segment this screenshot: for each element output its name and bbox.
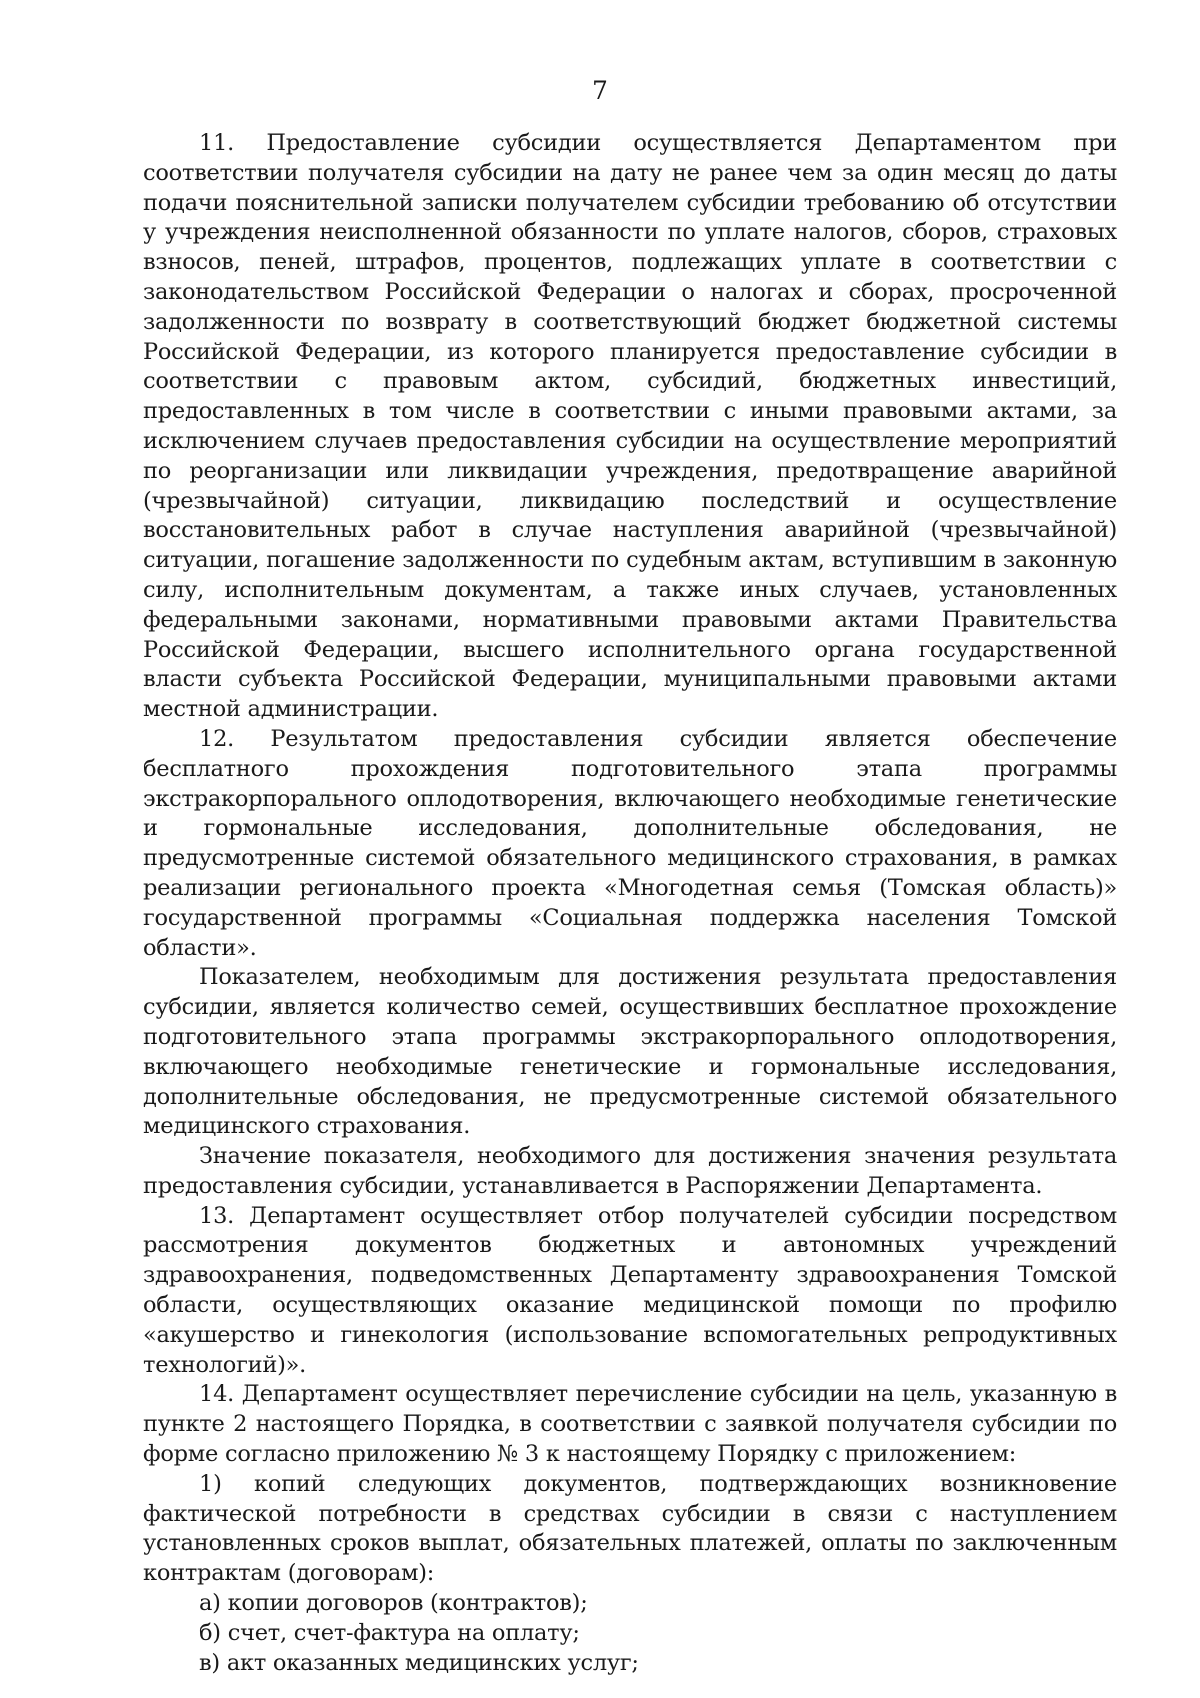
paragraph-11: 11. Предоставление субсидии осуществляется Департаментом при соответствии получателя субсидии на дату не ранее чем за один месяц до даты подачи пояснительной записки получателем субсидии требованию об отсутствии у учреждения неисполненной обязанности по уплате налогов, сборов, страховых взносов, пеней, штрафов, процентов, подлежащих уплате в соответствии с законодательством Российской Федерации о налогах и сборах, просроченной задолженности по возврату в соответствующий бюджет бюджетной системы Российской Федерации, из которого планируется предоставление субсидии в соответствии с правовым актом, субсидий, бюджетных инвестиций, предоставленных в том числе в соответствии с иными правовыми актами, за исключением случаев предоставления субсидии на осуществление мероприятий по реорганизации или ликвидации учреждения, предотвращение аварийной (чрезвычайной) ситуации, ликвидацию последствий и осуществление восстановительных работ в случае наступления аварийной (чрезвычайной) ситуации, погашение задолженности по судебным актам, вступившим в законную силу, исполнительным документам, а также иных случаев, установленных федеральными законами, нормативными правовыми актами Правительства Российской Федерации, высшего исполнительного органа государственной власти субъекта Российской Федерации, муниципальными правовыми актами местной администрации. (143, 130, 1117, 723)
document-body (143, 129, 1117, 1678)
paragraph-13: 13. Департамент осуществляет отбор получателей субсидии посредством рассмотрения документов бюджетных и автономных учреждений здравоохранения, подведомственных Департаменту здравоохранения Томской области, осуществляющих оказание медицинской помощи по профилю «акушерство и гинекология (использование вспомогательных репродуктивных технологий)». (143, 1202, 1117, 1378)
paragraph-14-item-1: 1) копий следующих документов, подтверждающих возникновение фактической потребности в средствах субсидии в связи с наступлением установленных сроков выплат, обязательных платежей, оплаты по заключенным контрактам (договорам): (143, 1470, 1117, 1587)
page-number: 7 (592, 76, 608, 105)
paragraph-indicator: Показателем, необходимым для достижения результата предоставления субсидии, является количество семей, осуществивших бесплатное прохождение подготовительного этапа программы экстракорпорального оплодотворения, включающего необходимые генетические и гормональные исследования, дополнительные обследования, не предусмотренные системой обязательного медицинского страхования. (143, 964, 1117, 1140)
paragraph-14-item-a: а) копии договоров (контрактов); (199, 1590, 588, 1617)
paragraph-14-item-b: б) счет, счет-фактура на оплату; (199, 1619, 580, 1646)
paragraph-14-item-v: в) акт оказанных медицинских услуг; (199, 1649, 639, 1676)
paragraph-indicator-value: Значение показателя, необходимого для достижения значения результата предоставления субсидии, устанавливается в Распоряжении Департамента. (143, 1143, 1117, 1199)
paragraph-12: 12. Результатом предоставления субсидии является обеспечение бесплатного прохождения подготовительного этапа программы экстракорпорального оплодотворения, включающего необходимые генетические и гормональные исследования, дополнительные обследования, не предусмотренные системой обязательного медицинского страхования, в рамках реализации регионального проекта «Многодетная семья (Томская область)» государственной программы «Социальная поддержка населения Томской области». (143, 725, 1117, 961)
paragraph-14: 14. Департамент осуществляет перечисление субсидии на цель, указанную в пункте 2 настоящего Порядка, в соответствии с заявкой получателя субсидии по форме согласно приложению № 3 к настоящему Порядку с приложением: (143, 1381, 1117, 1468)
